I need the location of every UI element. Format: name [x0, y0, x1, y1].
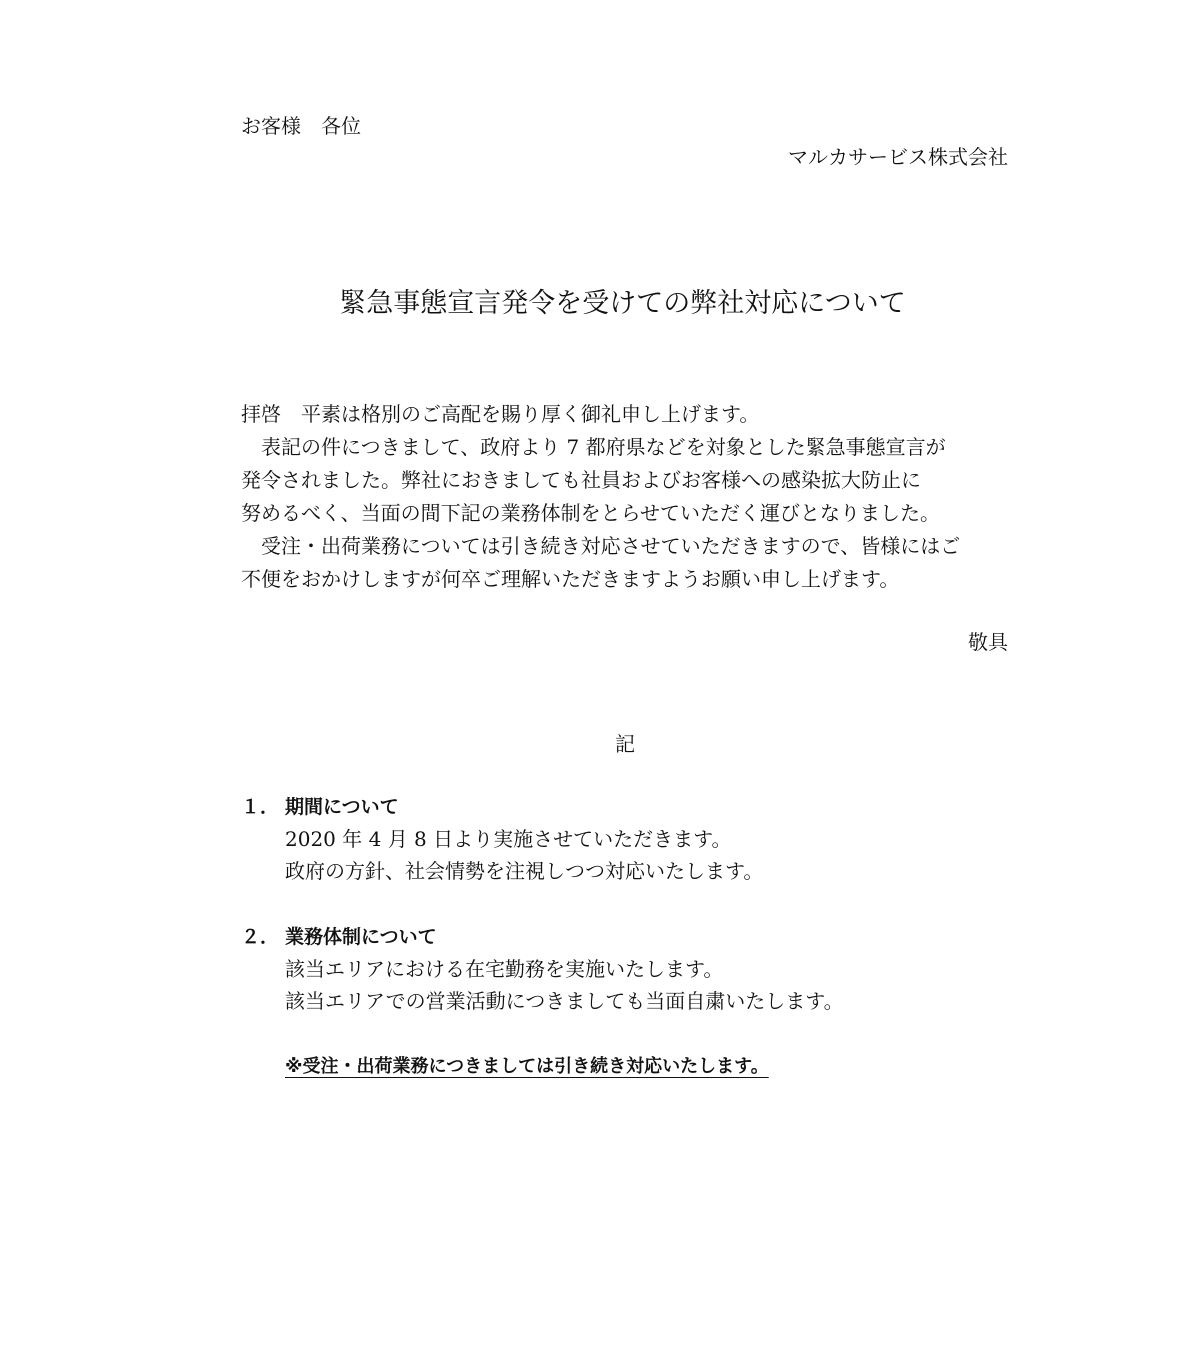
section-number: １． [241, 796, 280, 818]
addressee: お客様 各位 [241, 114, 361, 138]
section-line: 該当エリアでの営業活動につきましても当面自粛いたします。 [285, 989, 844, 1013]
body-line: 不便をおかけしますが何卒ご理解いただきますようお願い申し上げます。 [241, 567, 900, 591]
letter-body [241, 398, 1021, 596]
body-line: 発令されました。弊社におきましても社員およびお客様への感染拡大防止に [241, 468, 921, 492]
document-title: 緊急事態宣言発令を受けての弊社対応について [339, 288, 906, 319]
body-line: 表記の件につきまして、政府より 7 都府県などを対象とした緊急事態宣言が [241, 435, 946, 459]
ki-heading: 記 [615, 732, 635, 756]
section-heading-operations [241, 921, 437, 954]
body-line: 受注・出荷業務については引き続き対応させていただきますので、皆様にはご [241, 534, 961, 558]
sender-company: マルカサービス株式会社 [788, 145, 1008, 169]
section-number: ２． [241, 926, 280, 948]
section-line: 2020 年 4 月 8 日より実施させていただきます。 [285, 827, 732, 851]
underlined-note: ※受注・出荷業務につきましては引き続き対応いたします。 [285, 1056, 769, 1077]
section-line: 該当エリアにおける在宅勤務を実施いたします。 [285, 957, 724, 981]
body-line: 努めるべく、当面の間下記の業務体制をとらせていただく運びとなりました。 [241, 501, 940, 525]
section-heading-period [241, 791, 399, 824]
body-line: 拝啓 平素は格別のご高配を賜り厚く御礼申し上げます。 [241, 402, 760, 426]
section-title: 業務体制について [285, 926, 437, 948]
closing-keigu: 敬具 [968, 630, 1008, 654]
section-line: 政府の方針、社会情勢を注視しつつ対応いたします。 [285, 859, 764, 883]
section-title: 期間について [285, 796, 399, 818]
